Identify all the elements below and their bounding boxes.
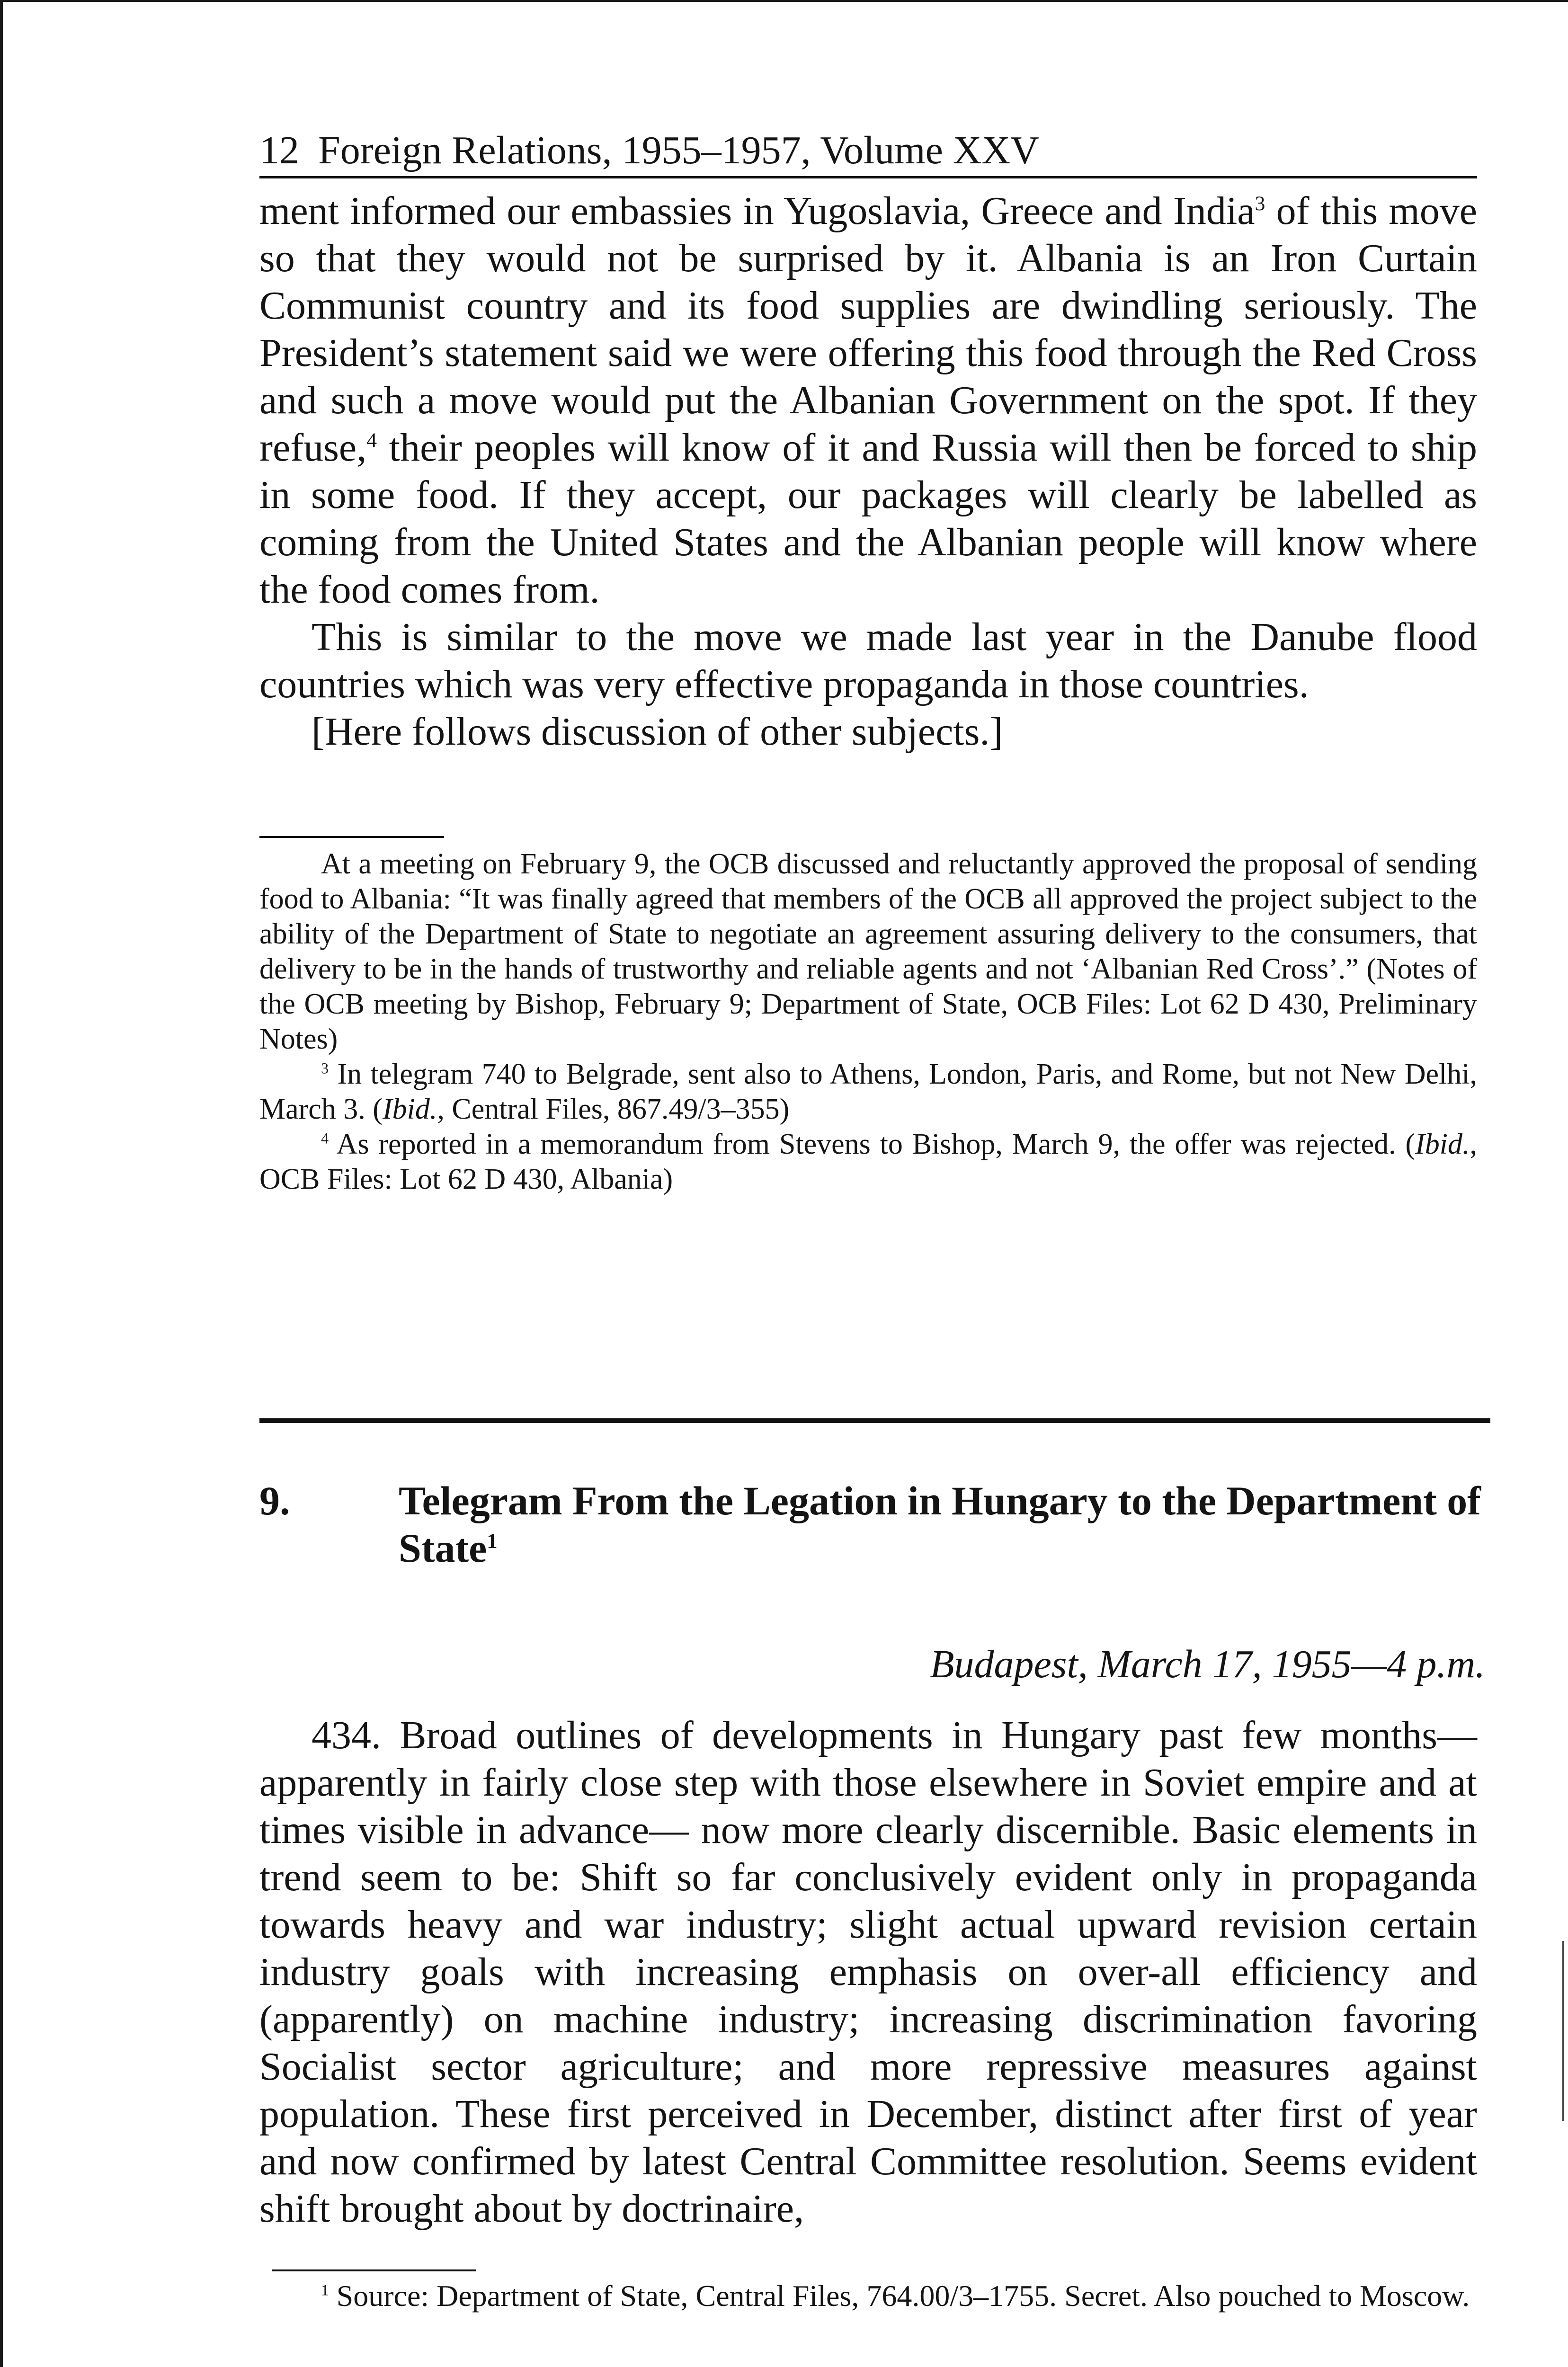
footnote-rule <box>259 836 444 838</box>
footnote-ref: 4 <box>321 1130 329 1147</box>
paragraph <box>259 2278 1477 2314</box>
telegram-body-text <box>259 1712 1477 2233</box>
continued-body-text <box>259 187 1477 756</box>
running-head <box>259 127 1477 174</box>
footnotes-bottom <box>259 2278 1477 2314</box>
page-left-edge <box>0 0 3 2367</box>
page-number: 12 <box>259 128 299 172</box>
document-separator-rule <box>259 1418 1490 1423</box>
dateline: Budapest, March 17, 1955—4 p.m. <box>930 1642 1485 1686</box>
running-head-title: Foreign Relations, 1955–1957, Volume XXV <box>318 128 1039 172</box>
text-run: ment informed our embassies in Yugoslavia, Greece and India <box>259 189 1255 233</box>
footnotes-top <box>259 846 1477 1197</box>
text-run: This is similar to the move we made last year in the Danube flood countries which was very effective propaganda in those countries. <box>259 615 1477 706</box>
paragraph <box>259 1712 1477 2233</box>
footnote-ref: 4 <box>366 429 377 452</box>
paragraph <box>259 1057 1477 1127</box>
text-run: As reported in a memorandum from Stevens to Bishop, March 9, the offer was rejected. ( <box>329 1128 1416 1160</box>
text-run: 434. Broad outlines of developments in Hungary past few months—apparently in fairly close step with those elsewhere in Soviet empire and at times visible in advance— now more clearly discernible. Basic elements in trend seem to be: Shift so far conclusively evident only in propaganda towards heavy and war industry; slight actual upward revision certain industry goals with increasing emphasis on over-all efficiency and (apparently) on machine industry; increasing discrimination favoring Socialist sector agriculture; and more repressive measures against population. These first perceived in December, distinct after first of year and now confirmed by latest Central Committee resolution. Seems evident shift brought about by doctrinaire, <box>259 1713 1477 2231</box>
footnote-ref: 1 <box>321 2281 329 2299</box>
italic-text: Ibid. <box>382 1093 437 1125</box>
text-run: In telegram 740 to Belgrade, sent also to Athens, London, Paris, and Rome, but not New Delhi, March 3. ( <box>259 1058 1477 1125</box>
running-head-rule <box>259 176 1477 178</box>
paragraph <box>259 614 1477 708</box>
paragraph <box>259 846 1477 1057</box>
text-run: At a meeting on February 9, the OCB discussed and reluctantly approved the proposal of sending food to Albania: “It was finally agreed that members of the OCB all approved the project subject to the ability of the Department of State to negotiate an agreement assuring delivery to the consumers, that delivery to be in the hands of trustworthy and reliable agents and not ‘Albanian Red Cross’.” (Notes of the OCB meeting by Bishop, February 9; Department of State, OCB Files: Lot 62 D 430, Preliminary Notes) <box>259 848 1477 1055</box>
text-run: [Here follows discussion of other subjects.] <box>312 710 1003 754</box>
footnote-ref: 3 <box>321 1059 329 1077</box>
text-run: , Central Files, 867.49/3–355) <box>437 1093 790 1125</box>
document-number: 9. <box>259 1478 290 1523</box>
page-top-edge <box>0 0 1568 2</box>
footnote-rule <box>272 2269 476 2271</box>
footnote-ref: 3 <box>1255 192 1265 215</box>
text-run: their peoples will know of it and Russia will then be forced to ship in some food. If they accept, our packages will clearly be labelled as coming from the United States and the Albanian people will know where the food comes from. <box>259 426 1477 612</box>
text-run: of this move so that they would not be surprised by it. Albania is an Iron Curtain Communist country and its food supplies are dwindling seriously. The President’s statement said we were offering this food through the Red Cross and such a move would put the Albanian Government on the spot. If they refuse, <box>259 189 1477 470</box>
text-run: , OCB Files: Lot 62 D 430, Albania) <box>259 1128 1477 1195</box>
paragraph <box>259 1127 1477 1197</box>
text-run: Source: Department of State, Central Files, 764.00/3–1755. Secret. Also pouched to Moscow. <box>329 2279 1470 2313</box>
italic-text: Ibid. <box>1415 1128 1470 1160</box>
document-title-text: Telegram From the Legation in Hungary to the Department of State <box>399 1478 1481 1571</box>
document-title <box>399 1477 1488 1572</box>
paragraph <box>259 708 1477 756</box>
scan-margin-mark <box>1562 1941 1564 2121</box>
paragraph <box>259 187 1477 614</box>
document-title-footnote-ref: 1 <box>487 1529 498 1553</box>
